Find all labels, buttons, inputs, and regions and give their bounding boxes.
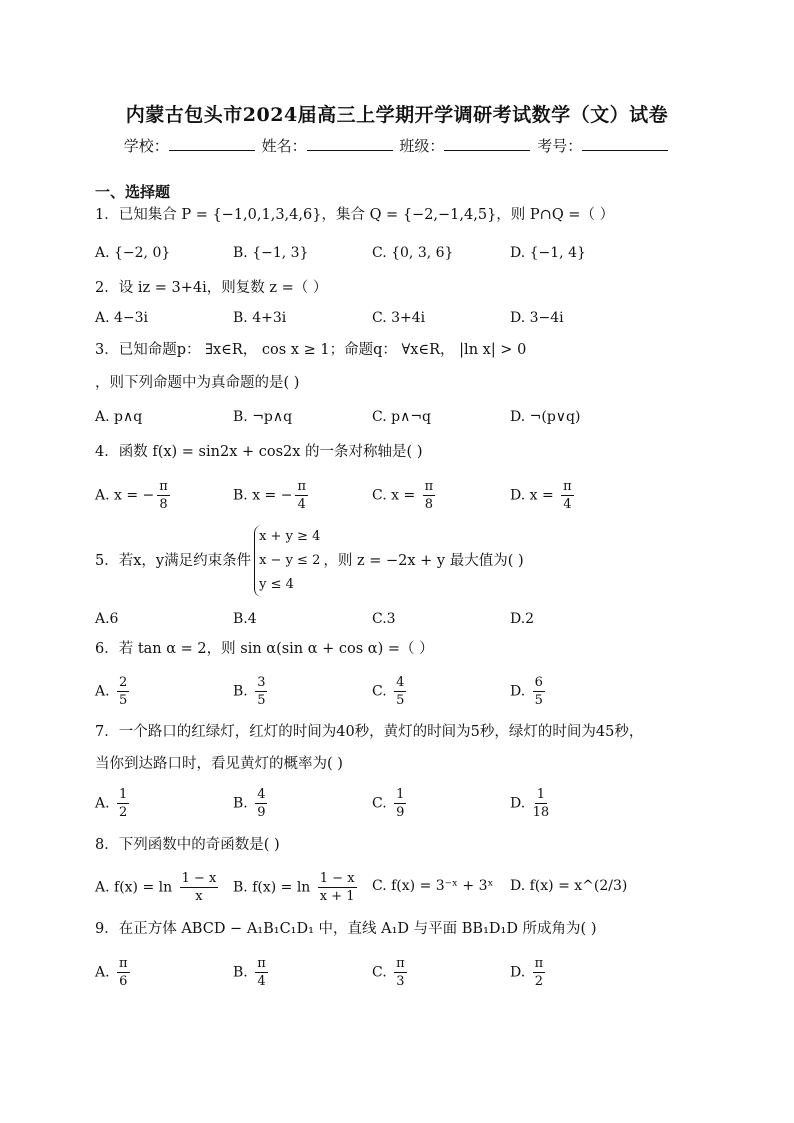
q3-option-a: A. p∧q: [95, 409, 143, 425]
number-label: 考号：: [537, 137, 583, 155]
question-2: 2．设 iz = 3+4i，则复数 z =（ ）: [95, 280, 328, 296]
q6-option-b: B. $\frac{3}{5}$: [233, 675, 266, 708]
q8-option-b: B. f(x) = ln $\frac{1 - x}{x + 1}$: [233, 871, 355, 904]
question-3: 3．已知命题p： ∃x∈R， cos x ≥ 1；命题q： ∀x∈R， |ln x| > 0: [95, 342, 527, 358]
q5-option-c: C.3: [372, 611, 396, 627]
question-7-continued: 当你到达路口时，看见黄灯的概率为( ): [95, 756, 343, 772]
q1-option-d: D. {−1, 4}: [510, 245, 586, 261]
name-label: 姓名：: [261, 137, 307, 155]
q9-option-a: A. $\frac{\pi}{6}$: [95, 956, 128, 989]
section-heading: 一、选择题: [95, 183, 171, 201]
q8-option-a: A. f(x) = ln $\frac{1 - x}{x}$: [95, 871, 217, 904]
q3-option-b: B. ¬p∧q: [233, 409, 293, 425]
school-blank[interactable]: [169, 136, 255, 151]
class-label: 班级：: [399, 137, 445, 155]
q6-option-c: C. $\frac{4}{5}$: [372, 675, 405, 708]
number-blank[interactable]: [582, 136, 668, 151]
question-8: 8．下列函数中的奇函数是( ): [95, 837, 280, 853]
q3-option-d: D. ¬(p∨q): [510, 409, 581, 425]
q9-option-d: D. $\frac{\pi}{2}$: [510, 956, 544, 989]
q4-option-d: D. x = $\frac{\pi}{4}$: [510, 479, 572, 512]
class-blank[interactable]: [444, 136, 530, 151]
q4-option-c: C. x = $\frac{\pi}{8}$: [372, 479, 434, 512]
question-7: 7．一个路口的红绿灯，红灯的时间为40秒，黄灯的时间为5秒，绿灯的时间为45秒，: [95, 724, 644, 740]
q5-option-d: D.2: [510, 611, 535, 627]
q7-option-b: B. $\frac{4}{9}$: [233, 787, 266, 820]
q6-option-a: A. $\frac{2}{5}$: [95, 675, 128, 708]
q1-option-a: A. {−2, 0}: [95, 245, 171, 261]
q2-option-c: C. 3+4i: [372, 310, 426, 326]
q8-option-d: D. f(x) = x^(2/3): [510, 878, 628, 894]
q9-option-b: B. $\frac{\pi}{4}$: [233, 956, 266, 989]
school-label: 学校：: [123, 137, 169, 155]
q3-option-c: C. p∧¬q: [372, 409, 432, 425]
q4-option-a: A. x = − $\frac{\pi}{8}$: [95, 479, 168, 512]
q5-option-a: A.6: [95, 611, 119, 627]
name-blank[interactable]: [307, 136, 393, 151]
constraint-system: x + y ≥ 4 x − y ≤ 2 y ≤ 4: [254, 525, 320, 597]
q4-option-b: B. x = − $\frac{\pi}{4}$: [233, 479, 306, 512]
question-9: 9．在正方体 ABCD − A₁B₁C₁D₁ 中，直线 A₁D 与平面 BB₁D₁D 所成角为( ): [95, 921, 597, 937]
q7-option-a: A. $\frac{1}{2}$: [95, 787, 128, 820]
q7-option-d: D. $\frac{1}{18}$: [510, 787, 550, 820]
q1-option-c: C. {0, 3, 6}: [372, 245, 454, 261]
question-3-continued: ，则下列命题中为真命题的是( ): [95, 375, 300, 391]
q9-option-c: C. $\frac{\pi}{3}$: [372, 956, 405, 989]
student-info-line: [0, 135, 794, 156]
q1-option-b: B. {−1, 3}: [233, 245, 309, 261]
q2-option-b: B. 4+3i: [233, 310, 287, 326]
q2-option-d: D. 3−4i: [510, 310, 564, 326]
question-4: 4．函数 f(x) = sin2x + cos2x 的一条对称轴是( ): [95, 444, 423, 460]
q5-option-b: B.4: [233, 611, 257, 627]
question-5: 5．若x，y满足约束条件 x + y ≥ 4 x − y ≤ 2 y ≤ 4 ，则 z = −2x + y 最大值为( ): [95, 525, 524, 597]
q6-option-d: D. $\frac{6}{5}$: [510, 675, 543, 708]
page-title: 内蒙古包头市2024届高三上学期开学调研考试数学（文）试卷: [125, 104, 669, 126]
q2-option-a: A. 4−3i: [95, 310, 149, 326]
q7-option-c: C. $\frac{1}{9}$: [372, 787, 405, 820]
question-6: 6．若 tan α = 2，则 sin α(sin α + cos α) =（ ）: [95, 641, 434, 657]
question-1: 1．已知集合 P = {−1,0,1,3,4,6}，集合 Q = {−2,−1,4,5}，则 P∩Q =（ ）: [95, 207, 615, 223]
q8-option-c: C. f(x) = 3⁻ˣ + 3ˣ: [372, 878, 494, 894]
